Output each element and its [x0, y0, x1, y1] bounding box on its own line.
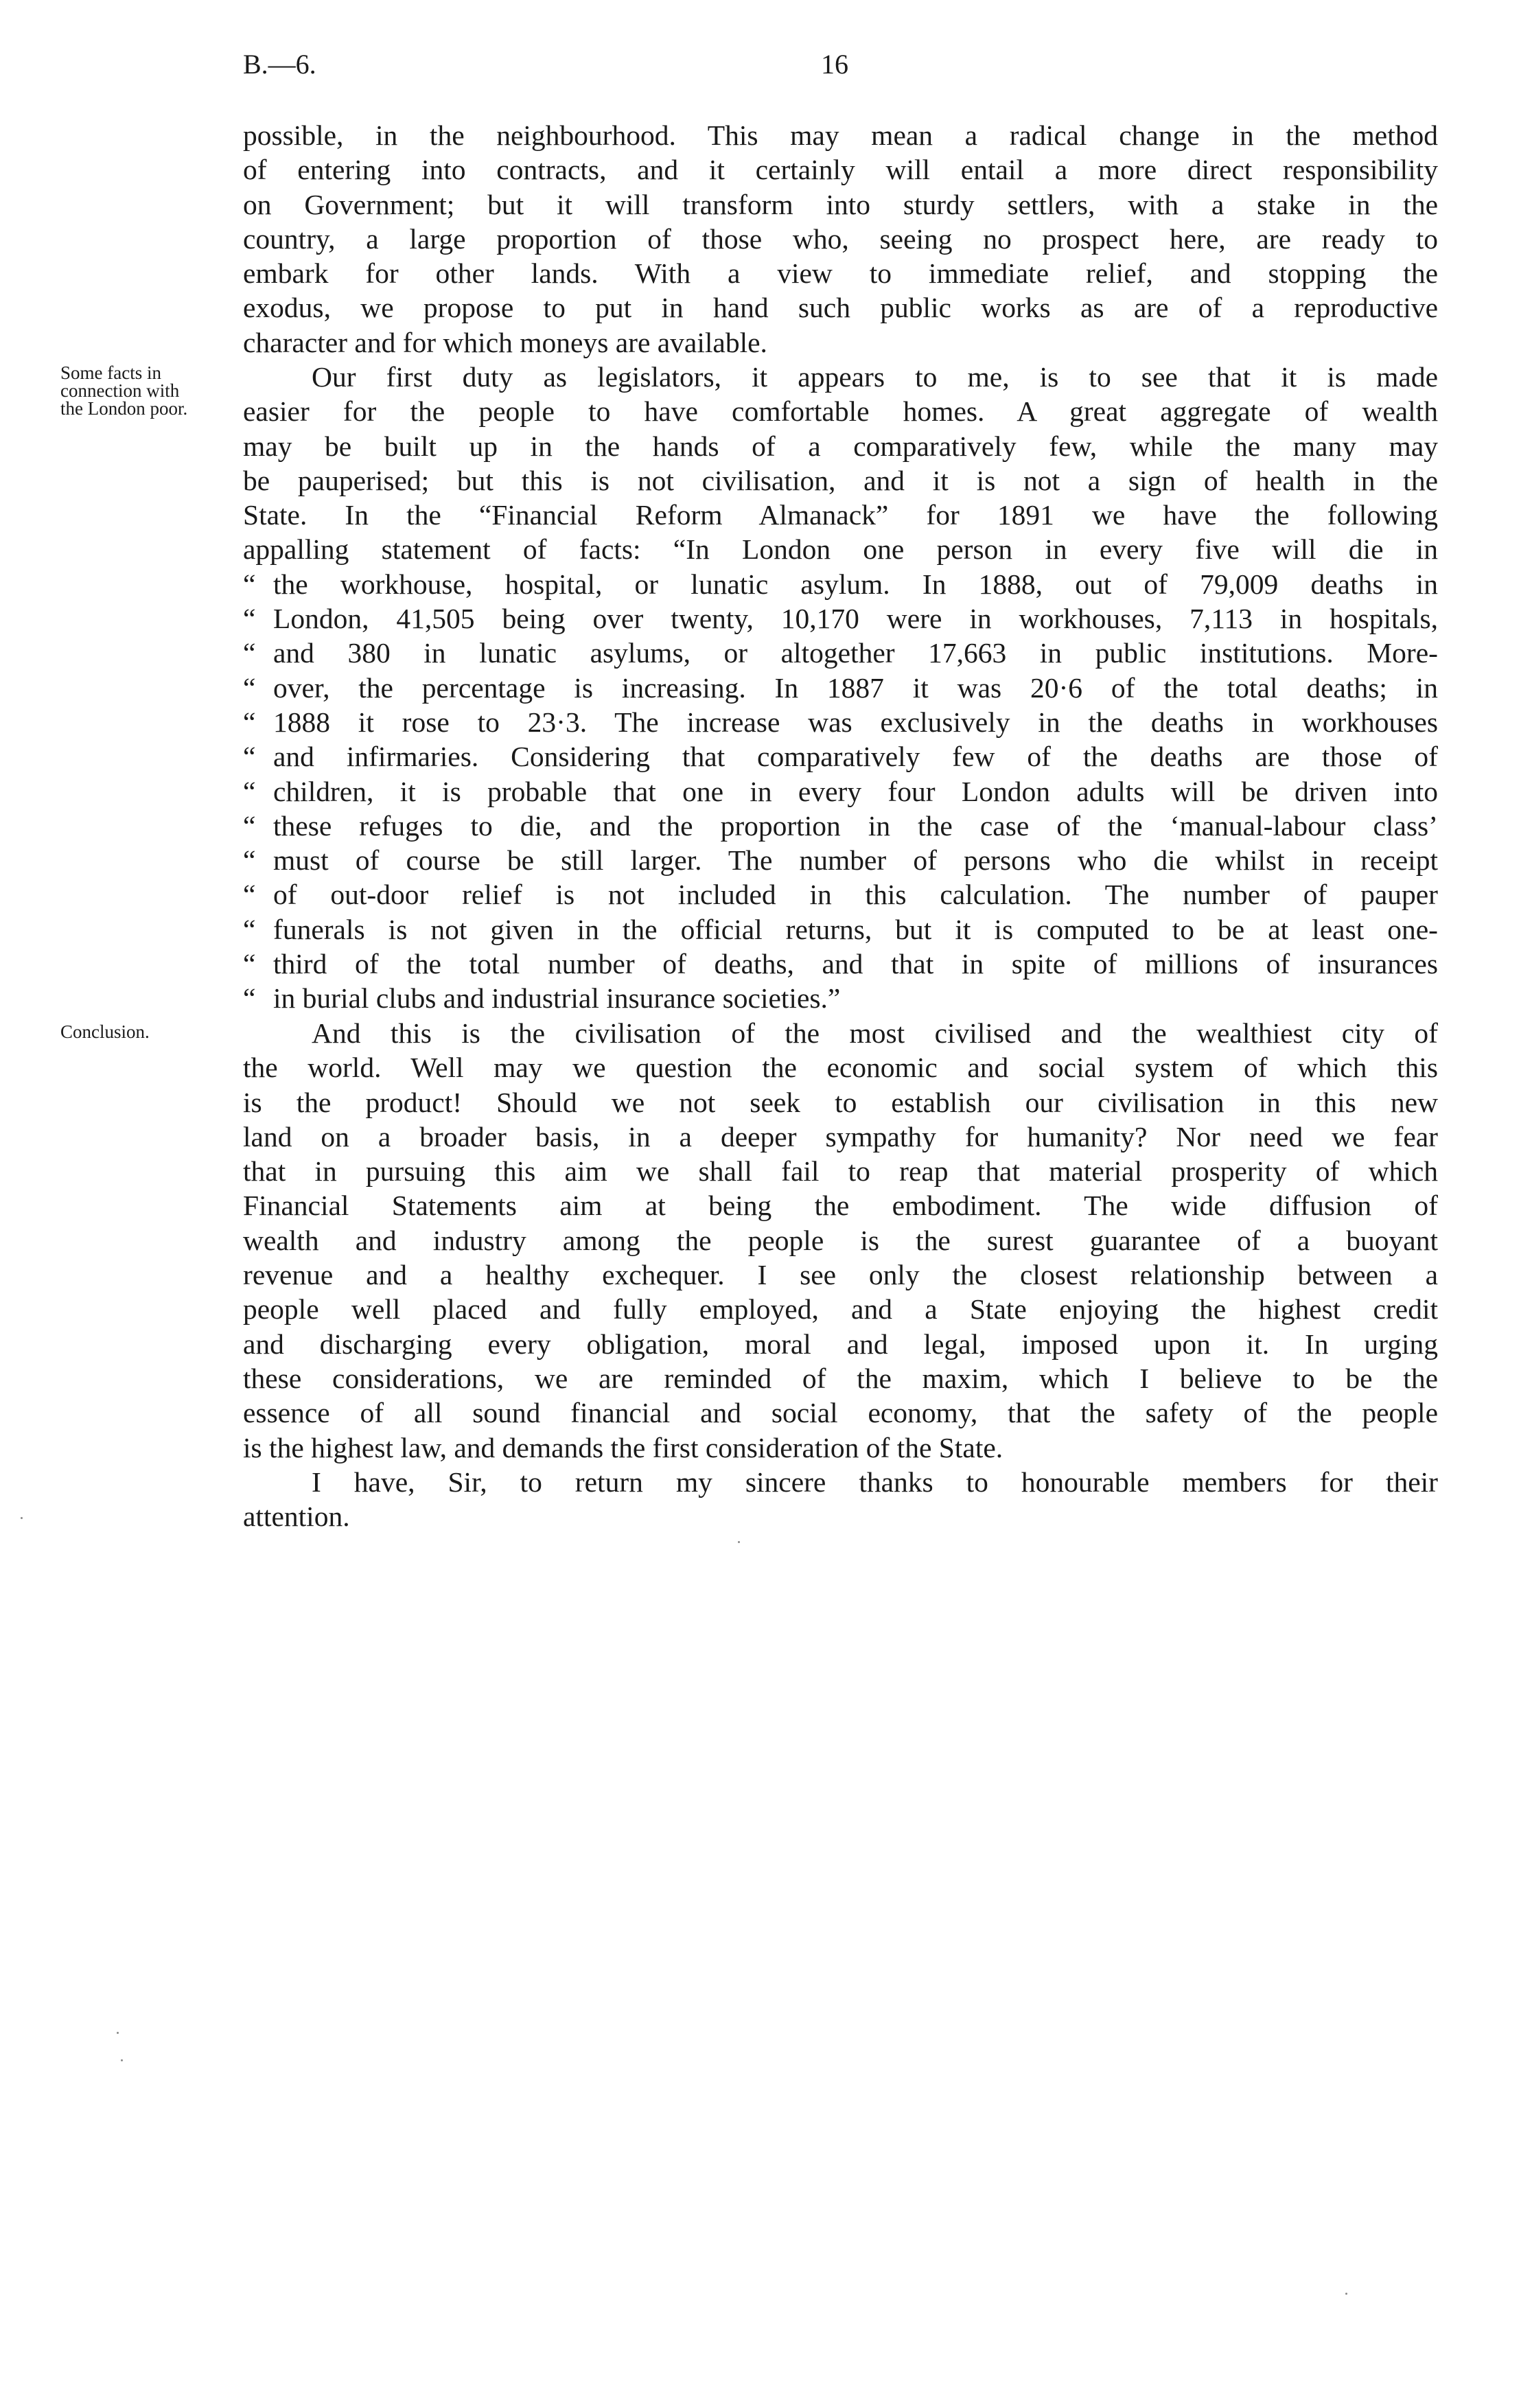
margin-note-london-poor [60, 364, 187, 417]
text-line: and discharging every obligation, moral and legal, imposed upon it. In urging [243, 1328, 1438, 1360]
text-line: appalling statement of facts: “In London one person in every five will die in [243, 533, 1438, 566]
text-line: I have, Sir, to return my sincere thanks to honourable members for their [312, 1466, 1438, 1498]
document-reference: B.—6. [243, 49, 316, 80]
text-line: wealth and industry among the people is the surest guarantee of a buoyant [243, 1224, 1438, 1256]
text-line: embark for other lands. With a view to immediate relief, and stopping the [243, 257, 1438, 290]
scan-speck [738, 1541, 740, 1543]
text-line: on Government; but it will transform into sturdy settlers, with a stake in the [243, 188, 1438, 220]
quote-line: “ these refuges to die, and the proportion in the case of the ‘manual-labour class’ [243, 809, 1438, 843]
margin-note-conclusion [60, 1023, 150, 1041]
quote-line: “ London, 41,505 being over twenty, 10,170 were in workhouses, 7,113 in hospitals, [243, 601, 1438, 636]
text-line: of entering into contracts, and it certainly will entail a more direct responsibility [243, 154, 1438, 186]
scan-speck [21, 1517, 23, 1519]
text-line: State. In the “Financial Reform Almanack” for 1891 we have the following [243, 499, 1438, 531]
text-line: exodus, we propose to put in hand such public works as are of a reproductive [243, 292, 1438, 324]
text-line: And this is the civilisation of the most civilised and the wealthiest city of [312, 1017, 1438, 1049]
text-line: attention. [243, 1501, 350, 1533]
quote-line: “ must of course be still larger. The number of persons who die whilst in receipt [243, 843, 1438, 877]
scan-speck [117, 2032, 119, 2034]
text-line: is the highest law, and demands the first consideration of the State. [243, 1431, 1003, 1463]
paragraph-conclusion [243, 1016, 1438, 1465]
paragraph-thanks [243, 1465, 1438, 1534]
text-line: Financial Statements aim at being the embodiment. The wide diffusion of [243, 1190, 1438, 1222]
page-number: 16 [821, 49, 848, 80]
text-line: that in pursuing this aim we shall fail to reap that material prosperity of which [243, 1155, 1438, 1188]
text-line: may be built up in the hands of a comparatively few, while the many may [243, 430, 1438, 462]
paragraph-london-poor [243, 360, 1438, 1016]
text-line: Our first duty as legislators, it appears to me, is to see that it is made [312, 361, 1438, 393]
quote-line: “ in burial clubs and industrial insurance societies.” [243, 981, 1438, 1015]
text-line: possible, in the neighbourhood. This may mean a radical change in the method [243, 119, 1438, 151]
text-line: people well placed and fully employed, and a State enjoying the highest credit [243, 1293, 1438, 1325]
quote-line: “ third of the total number of deaths, and that in spite of millions of insurances [243, 947, 1438, 981]
text-line: is the product! Should we not seek to establish our civilisation in this new [243, 1086, 1438, 1118]
quote-line: “ of out-door relief is not included in this calculation. The number of pauper [243, 877, 1438, 912]
text-line: country, a large proportion of those who, seeing no prospect here, are ready to [243, 222, 1438, 255]
scan-speck [121, 2059, 123, 2061]
quote-line: “ funerals is not given in the official returns, but it is computed to be at least one- [243, 912, 1438, 947]
quote-line: “ over, the percentage is increasing. In 1887 it was 20·6 of the total deaths; in [243, 671, 1438, 705]
quote-line: “ and infirmaries. Considering that comparatively few of the deaths are those of [243, 739, 1438, 774]
text-line: be pauperised; but this is not civilisation, and it is not a sign of health in the [243, 464, 1438, 496]
text-line: these considerations, we are reminded of the maxim, which I believe to be the [243, 1362, 1438, 1394]
text-line: land on a broader basis, in a deeper sympathy for humanity? Nor need we fear [243, 1120, 1438, 1153]
text-line: easier for the people to have comfortable homes. A great aggregate of wealth [243, 395, 1438, 428]
paragraph-public-works [243, 118, 1438, 360]
margin-note-line: Some facts in [60, 362, 161, 383]
quote-line: “ the workhouse, hospital, or lunatic asylum. In 1888, out of 79,009 deaths in [243, 567, 1438, 601]
text-line: revenue and a healthy exchequer. I see only the closest relationship between a [243, 1259, 1438, 1291]
margin-note-line: the London poor. [60, 398, 188, 419]
quote-line: “ children, it is probable that one in every four London adults will be driven into [243, 774, 1438, 809]
quote-line: “ 1888 it rose to 23·3. The increase was exclusively in the deaths in workhouses [243, 705, 1438, 739]
scan-speck [1345, 2293, 1347, 2295]
text-line: essence of all sound financial and social economy, that the safety of the people [243, 1397, 1438, 1429]
text-line: character and for which moneys are available. [243, 326, 767, 358]
quote-line: “ and 380 in lunatic asylums, or altogether 17,663 in public institutions. More- [243, 636, 1438, 670]
text-line: the world. Well may we question the economic and social system of which this [243, 1052, 1438, 1084]
margin-note-line: Conclusion. [60, 1021, 150, 1042]
margin-note-line: connection with [60, 380, 180, 401]
